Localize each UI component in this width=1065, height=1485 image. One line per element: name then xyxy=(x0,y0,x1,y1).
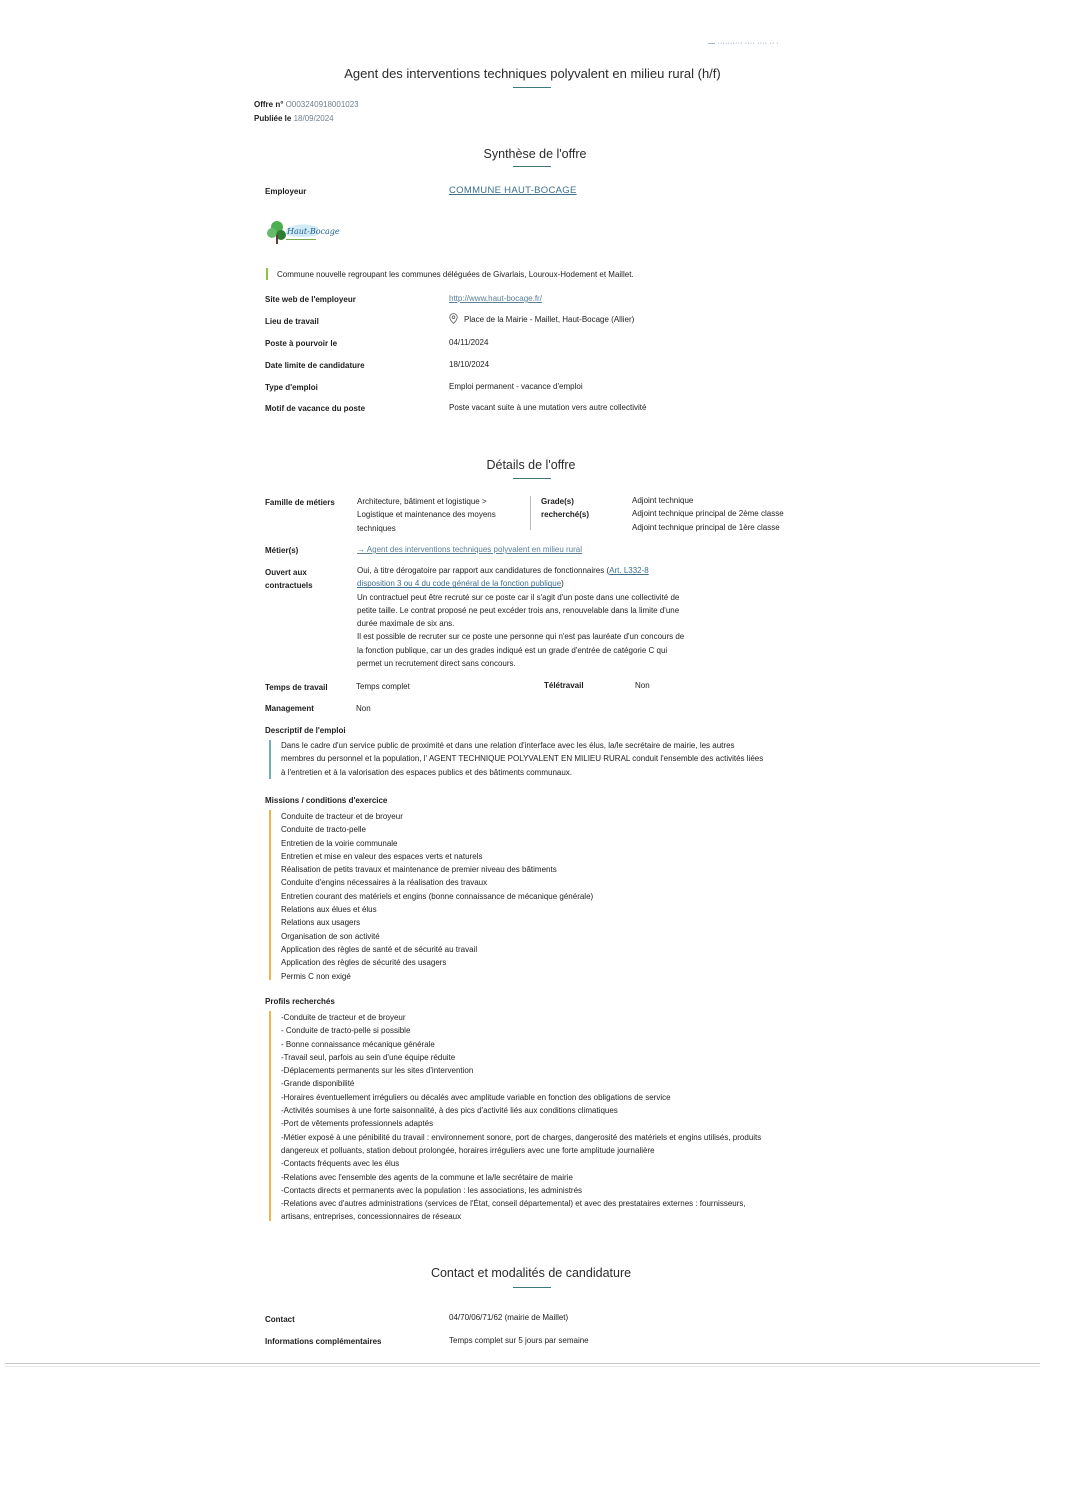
profil-item: -Travail seul, parfois au sein d'une équipe réduite xyxy=(281,1052,456,1062)
mission-item: Relations aux élues et élus xyxy=(281,905,377,915)
workplace-label: Lieu de travail xyxy=(265,317,319,326)
profil-item: - Conduite de tracto-pelle si possible xyxy=(281,1026,411,1036)
grades-label xyxy=(541,495,589,521)
page-bottom-divider xyxy=(5,1363,1040,1364)
profil-item: -Contacts fréquents avec les élus xyxy=(281,1159,400,1169)
profil-item: -Contacts directs et permanents avec la population : les associations, les administrés xyxy=(281,1185,583,1195)
start-date-value: 04/11/2024 xyxy=(449,338,489,347)
ouvert-line1 xyxy=(357,564,717,577)
offer-number xyxy=(254,100,359,109)
profil-item: dangereux et polluants, station debout prolongée, horaires irréguliers avec une forte amplitude journalière xyxy=(281,1145,655,1155)
ouvert-label-line2: contractuels xyxy=(265,581,313,590)
profil-item: -Port de vêtements professionnels adaptés xyxy=(281,1119,434,1129)
details-heading: Détails de l'offre xyxy=(486,458,576,472)
missions-label: Missions / conditions d'exercice xyxy=(265,796,388,805)
ouvert-line: permet un recrutement direct sans concours. xyxy=(357,659,516,669)
ouvert-line: durée maximale de six ans. xyxy=(357,619,455,629)
ouvert-label xyxy=(265,566,313,592)
profils-list xyxy=(281,1011,761,1224)
deadline-label: Date limite de candidature xyxy=(265,361,365,370)
mission-item: Application des règles de sécurité des usagers xyxy=(281,958,447,968)
published-value: 18/09/2024 xyxy=(293,114,334,123)
famille-line: Logistique et maintenance des moyens xyxy=(357,510,496,520)
mission-item: Permis C non exigé xyxy=(281,971,351,981)
temps-value: Temps complet xyxy=(356,682,410,691)
ouvert-line1-text: Oui, à titre dérogatoire par rapport aux candidatures de fonctionnaires ( xyxy=(357,566,610,575)
contact-heading: Contact et modalités de candidature xyxy=(430,1266,632,1280)
missions-list xyxy=(281,810,593,983)
grades-label-line2: recherché(s) xyxy=(541,510,590,519)
ouvert-line: petite taille. Le contrat proposé ne peut excéder trois ans, renouvelable dans la limite d'une xyxy=(357,605,680,615)
profil-item: -Activités soumises à une forte saisonnalité, à des pics d'activité liés aux conditions climatiques xyxy=(281,1106,618,1116)
disposition-link[interactable]: disposition 3 ou 4 du code général de la fonction publique xyxy=(357,579,562,589)
profil-item: - Bonne connaissance mécanique générale xyxy=(281,1039,435,1049)
grades-label-line1: Grade(s) xyxy=(541,497,574,506)
synthese-underline xyxy=(513,166,551,167)
details-underline xyxy=(513,478,551,479)
published-label: Publiée le xyxy=(254,114,292,123)
vacancy-reason-value: Poste vacant suite à une mutation vers autre collectivité xyxy=(449,403,647,412)
logo-text: Haut-Bocage xyxy=(287,227,340,236)
descriptif-text xyxy=(281,739,763,779)
note-bar xyxy=(266,268,268,280)
employer-link[interactable]: COMMUNE HAUT-BOCAGE xyxy=(449,185,577,196)
famille-list xyxy=(357,495,496,535)
grades-list xyxy=(632,494,784,534)
mission-item: Entretien de la voirie communale xyxy=(281,838,398,848)
workplace-value: Place de la Mairie - Maillet, Haut-Bocage (Allier) xyxy=(464,315,635,324)
website-link[interactable]: http://www.haut-bocage.fr/ xyxy=(449,294,542,303)
descriptif-line: à l'entretien et à la valorisation des espaces publics et des bâtiments communaux. xyxy=(281,767,573,777)
start-date-label: Poste à pourvoir le xyxy=(265,339,338,348)
famille-line: Architecture, bâtiment et logistique > xyxy=(357,497,487,506)
ouvert-text xyxy=(357,564,717,670)
employer-note: Commune nouvelle regroupant les communes déléguées de Givarlais, Louroux-Hodement et Maillet. xyxy=(277,270,634,279)
info-value: Temps complet sur 5 jours par semaine xyxy=(449,1336,589,1345)
famille-line: techniques xyxy=(357,523,396,533)
profil-item: -Relations avec l'ensemble des agents de la commune et la/le secrétaire de mairie xyxy=(281,1172,573,1182)
info-label: Informations complémentaires xyxy=(265,1337,382,1346)
grade-item: Adjoint technique principal de 1ère classe xyxy=(632,522,780,532)
profils-label: Profils recherchés xyxy=(265,997,335,1006)
famille-label: Famille de métiers xyxy=(265,498,335,507)
profil-item: -Grande disponibilité xyxy=(281,1079,355,1089)
ouvert-line2 xyxy=(357,577,717,590)
ouvert-line: Un contractuel peut être recruté sur ce poste car il s'agit d'un poste dans une collectivité de xyxy=(357,592,680,602)
contact-underline xyxy=(513,1287,551,1288)
descriptif-label: Descriptif de l'emploi xyxy=(265,726,346,735)
published-date xyxy=(254,114,334,123)
mission-item: Conduite d'engins nécessaires à la réalisation des travaux xyxy=(281,878,488,888)
profils-bar xyxy=(269,1011,271,1221)
metier-link[interactable]: → Agent des interventions techniques polyvalent en milieu rural xyxy=(357,545,583,554)
profil-item: -Métier exposé à une pénibilité du travail : environnement sonore, port de charges, dangerosité des matériels et engins utilisés, produits xyxy=(281,1132,762,1142)
descriptif-bar xyxy=(269,740,271,779)
missions-bar xyxy=(269,810,271,980)
mission-item: Entretien courant des matériels et engins (bonne connaissance de mécanique générale) xyxy=(281,891,594,901)
mission-item: Réalisation de petits travaux et maintenance de premier niveau des bâtiments xyxy=(281,865,557,875)
offer-number-value: O003240918001023 xyxy=(285,100,359,109)
mission-item: Conduite de tracteur et de broyeur xyxy=(281,812,403,821)
article-link[interactable]: Art. L332-8 xyxy=(609,566,649,575)
profil-item: artisans, entreprises, concessionnaires de réseaux xyxy=(281,1212,462,1222)
management-label: Management xyxy=(265,704,314,713)
top-mark: — ·········· ···· ···· ·· · xyxy=(708,40,780,47)
employer-label: Employeur xyxy=(265,187,307,196)
deadline-value: 18/10/2024 xyxy=(449,360,490,369)
column-separator xyxy=(530,496,531,530)
employer-logo xyxy=(266,213,340,247)
synthese-heading: Synthèse de l'offre xyxy=(483,147,587,161)
mission-item: Application des règles de santé et de sécurité au travail xyxy=(281,944,478,954)
descriptif-line: Dans le cadre d'un service public de proximité et dans une relation d'interface avec les élus, la/le secrétaire de mairie, les autres xyxy=(281,741,735,750)
website-label: Site web de l'employeur xyxy=(265,295,356,304)
mission-item: Conduite de tracto-pelle xyxy=(281,825,366,835)
location-pin-icon xyxy=(449,313,458,324)
contact-label: Contact xyxy=(265,1315,295,1324)
job-type-label: Type d'emploi xyxy=(265,383,318,392)
metier-label: Métier(s) xyxy=(265,546,299,555)
offer-number-label: Offre n° xyxy=(254,100,284,109)
contact-value: 04/70/06/71/62 (mairie de Maillet) xyxy=(449,1313,569,1322)
teletravail-value: Non xyxy=(635,681,650,690)
management-value: Non xyxy=(356,704,371,713)
ouvert-label-line1: Ouvert aux xyxy=(265,568,307,577)
page-title: Agent des interventions techniques polyvalent en milieu rural (h/f) xyxy=(344,66,721,81)
profil-item: -Déplacements permanents sur les sites d'intervention xyxy=(281,1066,474,1076)
ouvert-line: la fonction publique, car un des grades indiqué est un grade d'entrée de catégorie C qui xyxy=(357,645,668,655)
title-underline xyxy=(513,87,551,88)
ouvert-line: Il est possible de recruter sur ce poste une personne qui n'est pas lauréate d'un concours de xyxy=(357,632,685,642)
mission-item: Relations aux usagers xyxy=(281,918,361,928)
page-bottom-divider-shadow xyxy=(5,1366,1040,1367)
grade-item: Adjoint technique principal de 2ème classe xyxy=(632,509,784,519)
mission-item: Organisation de son activité xyxy=(281,931,380,941)
mission-item: Entretien et mise en valeur des espaces verts et naturels xyxy=(281,851,483,861)
descriptif-line: membres du personnel et la population, l' AGENT TECHNIQUE POLYVALENT EN MILIEU RURAL conduit l'ensemble des activités liées xyxy=(281,754,764,764)
temps-label: Temps de travail xyxy=(265,683,328,692)
ouvert-line2-tail: ) xyxy=(561,579,564,589)
grade-item: Adjoint technique xyxy=(632,496,694,505)
vacancy-reason-label: Motif de vacance du poste xyxy=(265,404,366,413)
profil-item: -Conduite de tracteur et de broyeur xyxy=(281,1013,406,1022)
profil-item: -Horaires éventuellement irréguliers ou décalés avec amplitude variable en fonction des obligations de service xyxy=(281,1092,671,1102)
teletravail-label: Télétravail xyxy=(544,681,584,690)
profil-item: -Relations avec d'autres administrations (services de l'État, conseil départemental) et avec des prestataires externes : fournisseurs, xyxy=(281,1199,746,1209)
job-type-value: Emploi permanent - vacance d'emploi xyxy=(449,382,583,391)
